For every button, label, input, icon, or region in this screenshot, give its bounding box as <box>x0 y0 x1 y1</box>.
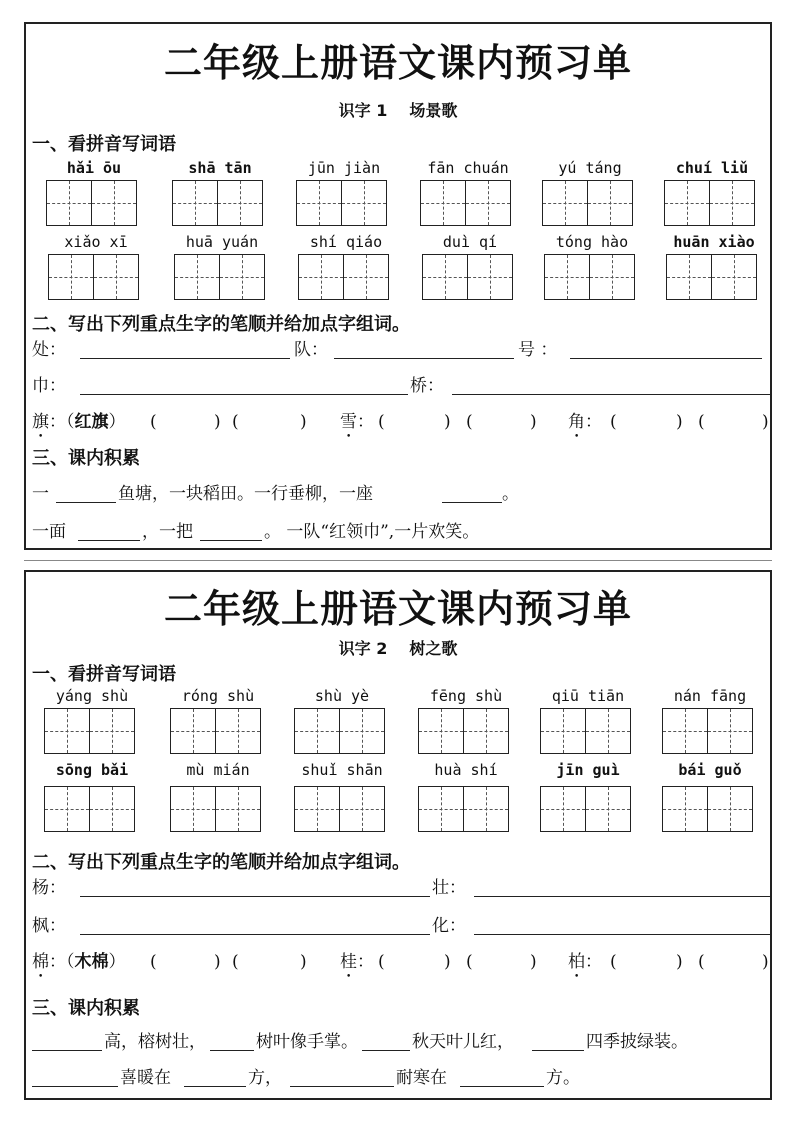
writing-box[interactable] <box>587 180 633 226</box>
writing-box[interactable] <box>172 180 218 226</box>
writing-box[interactable] <box>341 180 387 226</box>
answer-blank[interactable] <box>32 1032 102 1051</box>
word-group-line: 旗：（红旗） ( ) ( ) 雪： ( ) ( ) 角： ( ) ( ) <box>32 408 768 436</box>
pinyin-row-1 <box>44 158 764 230</box>
paren-close: ) <box>214 412 221 432</box>
paren-open: ( <box>150 412 157 432</box>
worksheet-1 <box>24 22 772 550</box>
pinyin-row-2 <box>44 232 764 304</box>
pinyin-word <box>662 760 758 832</box>
paren-close: ) <box>214 952 221 972</box>
writing-box[interactable] <box>589 254 635 300</box>
pinyin-label: jūn jiàn <box>307 159 381 177</box>
accum-line-2: 喜暖在 方， 耐寒在 方。 <box>32 1064 768 1092</box>
writing-box[interactable] <box>707 708 753 754</box>
answer-blank[interactable] <box>362 1032 410 1051</box>
pinyin-word <box>46 158 142 226</box>
pinyin-label: mù mián <box>186 761 250 779</box>
stroke-char-label: 处： <box>32 340 66 360</box>
paren-close: ) <box>444 412 451 432</box>
writing-box[interactable] <box>544 254 590 300</box>
writing-box[interactable] <box>664 180 710 226</box>
accum-line-1: 一 鱼塘，一块稻田。一行垂柳，一座 。 <box>32 484 519 504</box>
writing-box[interactable] <box>707 786 753 832</box>
pinyin-word <box>294 686 390 754</box>
pinyin-label: róng shù <box>181 687 255 705</box>
lesson-name: 树之歌 <box>409 639 458 658</box>
writing-box[interactable] <box>170 708 216 754</box>
writing-box[interactable] <box>662 786 708 832</box>
answer-blank[interactable] <box>442 484 502 503</box>
pinyin-label: fān chuán <box>427 159 509 177</box>
writing-box[interactable] <box>422 254 468 300</box>
writing-box[interactable] <box>343 254 389 300</box>
pinyin-label: huà shí <box>434 761 498 779</box>
lesson-name: 场景歌 <box>409 101 458 120</box>
writing-box[interactable] <box>463 786 509 832</box>
writing-box[interactable] <box>170 786 216 832</box>
pinyin-label: duì qí <box>442 233 498 251</box>
writing-box[interactable] <box>709 180 755 226</box>
writing-box[interactable] <box>215 708 261 754</box>
section-accumulation-heading: 三、课内积累 <box>32 998 140 1019</box>
section-stroke-heading: 二、写出下列重点生字的笔顺并给加点字组词。 <box>32 852 410 873</box>
pinyin-label: huān xiào <box>673 233 755 251</box>
stroke-line-1 <box>32 874 768 902</box>
pinyin-word <box>666 232 762 300</box>
stroke-char-label: 桥： <box>410 376 444 396</box>
answer-blank[interactable] <box>334 340 514 359</box>
pinyin-label: chuí liǔ <box>675 159 749 177</box>
example-word: 木棉 <box>74 952 109 972</box>
writing-box[interactable] <box>540 708 586 754</box>
paren-close: ) <box>300 952 307 972</box>
page-divider <box>24 560 772 561</box>
paren-close: ) <box>762 412 769 432</box>
answer-blank[interactable] <box>80 878 430 897</box>
writing-box[interactable] <box>89 708 135 754</box>
paren-close: ) <box>530 952 537 972</box>
pinyin-label: sōng bǎi <box>55 761 129 779</box>
pinyin-word <box>170 760 266 832</box>
pinyin-word <box>44 686 140 754</box>
pinyin-label: huā yuán <box>185 233 259 251</box>
pinyin-label: shā tān <box>188 159 252 177</box>
lesson-subtitle <box>26 98 770 121</box>
pinyin-word <box>174 232 270 300</box>
pinyin-word <box>170 686 266 754</box>
writing-box[interactable] <box>418 708 464 754</box>
writing-box[interactable] <box>219 254 265 300</box>
writing-box[interactable] <box>467 254 513 300</box>
stroke-char-label: 化： <box>432 916 466 936</box>
pinyin-label: yáng shù <box>55 687 129 705</box>
answer-blank[interactable] <box>56 484 116 503</box>
pinyin-word <box>662 686 758 754</box>
paren-open: ( <box>698 412 705 432</box>
stroke-char-label: 队： <box>294 340 328 360</box>
answer-blank[interactable] <box>80 376 408 395</box>
pinyin-label: shuǐ shān <box>301 761 383 779</box>
writing-box[interactable] <box>463 708 509 754</box>
target-char: 角 <box>568 412 585 432</box>
writing-box[interactable] <box>339 708 385 754</box>
writing-box[interactable] <box>44 708 90 754</box>
writing-box[interactable] <box>585 708 631 754</box>
pinyin-row-1 <box>44 686 764 758</box>
pinyin-label: bái guǒ <box>678 761 742 779</box>
pinyin-label: jīn guì <box>556 761 620 779</box>
pinyin-word <box>294 760 390 832</box>
target-char: 雪 <box>340 412 357 432</box>
paren-close: ) <box>676 412 683 432</box>
writing-box[interactable] <box>542 180 588 226</box>
lesson-number: 识字 2 <box>338 639 388 658</box>
answer-blank[interactable] <box>290 1068 394 1087</box>
pinyin-label: xiǎo xī <box>64 233 128 251</box>
pinyin-word <box>420 158 516 226</box>
lesson-number: 识字 1 <box>338 101 388 120</box>
paren-open: ( <box>610 952 617 972</box>
stroke-char-label: 号 ： <box>518 340 558 360</box>
lesson-subtitle <box>26 636 770 659</box>
writing-box[interactable] <box>93 254 139 300</box>
paren-open: ( <box>378 412 385 432</box>
pinyin-word <box>664 158 760 226</box>
paren-open: ( <box>150 952 157 972</box>
pinyin-label: qiū tiān <box>551 687 625 705</box>
pinyin-label: nán fāng <box>673 687 747 705</box>
section-stroke-heading: 二、写出下列重点生字的笔顺并给加点字组词。 <box>32 314 410 335</box>
section-pinyin-heading: 一、看拼音写词语 <box>32 664 176 685</box>
pinyin-word <box>542 158 638 226</box>
answer-blank[interactable] <box>474 916 770 935</box>
accum-line-2: 一面 ，一把 。 一队“红领巾”,一片欢笑。 <box>32 522 480 542</box>
pinyin-word <box>540 760 636 832</box>
pinyin-label: hǎi ōu <box>66 159 122 177</box>
writing-box[interactable] <box>215 786 261 832</box>
paren-open: ( <box>466 412 473 432</box>
writing-box[interactable] <box>48 254 94 300</box>
writing-box[interactable] <box>711 254 757 300</box>
writing-box[interactable] <box>46 180 92 226</box>
paren-close: ) <box>444 952 451 972</box>
answer-blank[interactable] <box>80 340 290 359</box>
pinyin-word <box>172 158 268 226</box>
writing-box[interactable] <box>44 786 90 832</box>
writing-box[interactable] <box>217 180 263 226</box>
paren-open: ( <box>698 952 705 972</box>
writing-box[interactable] <box>418 786 464 832</box>
stroke-char-label: 壮： <box>432 878 466 898</box>
answer-blank[interactable] <box>200 522 262 541</box>
pinyin-word <box>44 760 140 832</box>
writing-box[interactable] <box>585 786 631 832</box>
page-title: 二年级上册语文课内预习单 <box>163 587 632 631</box>
pinyin-word <box>48 232 144 300</box>
writing-box[interactable] <box>294 786 340 832</box>
paren-open: ( <box>232 412 239 432</box>
stroke-line-2 <box>32 372 768 400</box>
writing-box[interactable] <box>298 254 344 300</box>
pinyin-label: fēng shù <box>429 687 503 705</box>
writing-box[interactable] <box>339 786 385 832</box>
writing-box[interactable] <box>540 786 586 832</box>
answer-blank[interactable] <box>184 1068 246 1087</box>
section-pinyin-heading: 一、看拼音写词语 <box>32 134 176 155</box>
pinyin-label: shí qiáo <box>309 233 383 251</box>
stroke-char-label: 杨： <box>32 878 66 898</box>
pinyin-word <box>298 232 394 300</box>
writing-box[interactable] <box>91 180 137 226</box>
stroke-char-label: 巾： <box>32 376 66 396</box>
answer-blank[interactable] <box>32 1068 118 1087</box>
writing-box[interactable] <box>294 708 340 754</box>
pinyin-word <box>296 158 392 226</box>
paren-close: ) <box>762 952 769 972</box>
worksheet-2 <box>24 570 772 1100</box>
answer-blank[interactable] <box>474 878 770 897</box>
pinyin-label: tóng hào <box>555 233 629 251</box>
paren-open: ( <box>378 952 385 972</box>
answer-blank[interactable] <box>452 376 770 395</box>
pinyin-label: shù yè <box>314 687 370 705</box>
paren-close: ) <box>676 952 683 972</box>
answer-blank[interactable] <box>78 522 140 541</box>
target-char: 柏 <box>568 952 585 972</box>
pinyin-word <box>544 232 640 300</box>
writing-box[interactable] <box>296 180 342 226</box>
answer-blank[interactable] <box>210 1032 254 1051</box>
answer-blank[interactable] <box>570 340 762 359</box>
writing-box[interactable] <box>666 254 712 300</box>
writing-box[interactable] <box>420 180 466 226</box>
pinyin-word <box>540 686 636 754</box>
target-char: 桂 <box>340 952 357 972</box>
writing-box[interactable] <box>89 786 135 832</box>
paren-open: ( <box>466 952 473 972</box>
stroke-line-2 <box>32 912 768 940</box>
page-title: 二年级上册语文课内预习单 <box>163 41 632 85</box>
word-group-line: 棉：（木棉） ( ) ( ) 桂： ( ) ( ) 柏： ( ) ( ) <box>32 948 768 976</box>
paren-close: ) <box>530 412 537 432</box>
answer-blank[interactable] <box>80 916 430 935</box>
accum-line-1: 高，榕树壮， 树叶像手掌。 秋天叶儿红， 四季披绿装。 <box>32 1028 768 1056</box>
pinyin-word <box>418 760 514 832</box>
answer-blank[interactable] <box>532 1032 584 1051</box>
answer-blank[interactable] <box>460 1068 544 1087</box>
paren-open: ( <box>610 412 617 432</box>
writing-box[interactable] <box>465 180 511 226</box>
example-word: 红旗 <box>74 412 109 432</box>
pinyin-word <box>418 686 514 754</box>
target-char: 棉 <box>32 952 49 972</box>
pinyin-word <box>422 232 518 300</box>
pinyin-label: yú táng <box>558 159 622 177</box>
paren-open: ( <box>232 952 239 972</box>
stroke-line-1 <box>32 336 768 364</box>
section-accumulation-heading: 三、课内积累 <box>32 448 140 469</box>
stroke-char-label: 枫： <box>32 916 66 936</box>
paren-close: ) <box>300 412 307 432</box>
pinyin-row-2 <box>44 760 764 832</box>
writing-box[interactable] <box>174 254 220 300</box>
writing-box[interactable] <box>662 708 708 754</box>
target-char: 旗 <box>32 412 49 432</box>
